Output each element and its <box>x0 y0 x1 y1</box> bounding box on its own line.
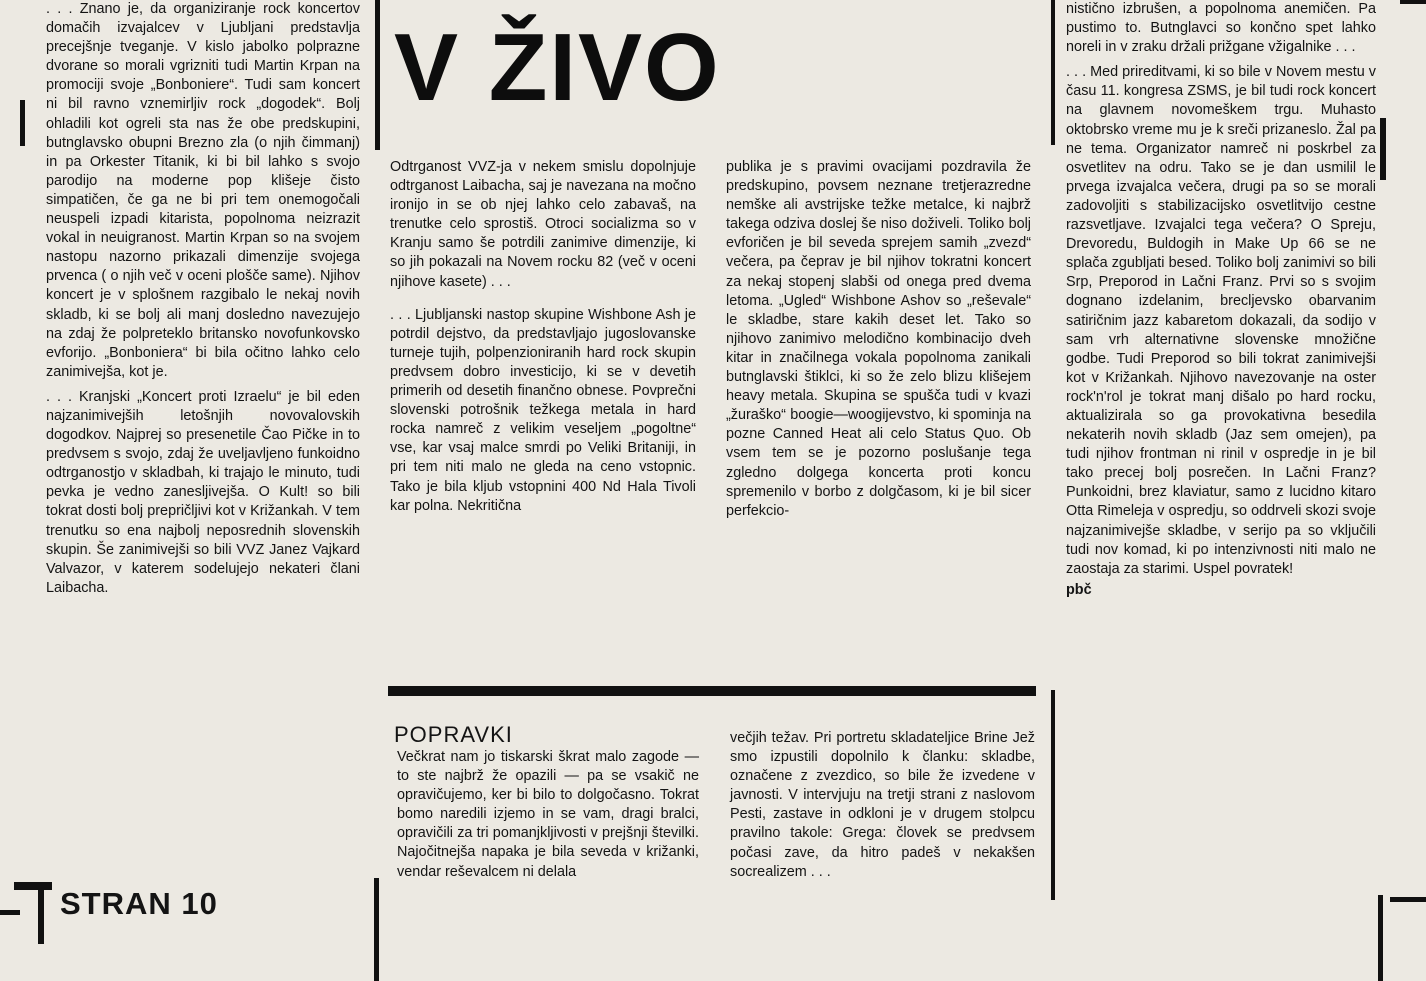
footer-bracket-side <box>38 882 44 944</box>
paragraph: nistično izbrušen, a popolnoma anemičen. Pa pustimo to. Butnglavci so končno spet lahko noreli in v zraku držali prižgane vžigalnike . . . <box>1066 1 1376 56</box>
paragraph: . . . Znano je, da organiziranje rock koncertov domačih izvajalcev v Ljubljani predstavlja precejšnje tveganje. V kislo jabolko polprazne dvorane so morali vgrizniti tudi Martin Krpan na promociji svoje „Bonboniere“. Tudi sam koncert ni bil ravno vznemirljiv rock „dogodek“. Bolj ohladili kot ogreli sta nas že obe predskupini, butnglavsko obupni Brezno zla (o njih čimmanj) in pa Orkester Titanik, ki bi bil lahko s svojo parodijo na moderne pop klišeje čisto simpatičen, če ga ne bi pri tem onemogočali neuspeli izpadi kitarista, popolnoma neizrazit vokal in neuigranost. Martin Krpan so na svojem nastopu nazorno prikazali dimenzije svojega prvenca ( o njih več v oceni plošče same). Njihov koncert je v splošnem razgibalo le nekaj novih skladb, ki se bolj ali manj dosledno navezujejo na zdaj že polpreteklo britansko novofunkovsko evforijo. „Bonboniera“ bi bila očitno lahko celo zanimivejša, kot je. <box>46 1 360 380</box>
right-edge-stub-top <box>1400 0 1426 4</box>
vertical-rule-right <box>1051 0 1055 145</box>
vertical-rule-left <box>375 0 380 150</box>
author-signature: pbč <box>1066 581 1092 598</box>
headline: V ŽIVO <box>394 14 721 121</box>
popravki-heading: POPRAVKI <box>394 722 513 747</box>
paragraph: . . . Ljubljanski nastop skupine Wishbone Ash je potrdil dejstvo, da predstavljajo jugoslovanske turneje tujih, polpenzioniranih hard rock skupin predvsem dobro investicijo, ki se v devetih primerih od desetih finančno obnese. Povprečni slovenski potrošnik težkega metala in hard rocka namreč z velikim veseljem „pogoltne“ vse, kar vsaj malce smrdi po Veliki Britaniji, in pri tem niti malo ne gleda na ceno vstopnic. Tako je bila kljub vstopnini 400 Nd Hala Tivoli kar polna. Nekritična <box>390 306 696 514</box>
article-column-4 <box>1066 0 1376 602</box>
horizontal-rule-main <box>388 686 1036 696</box>
margin-mark-right-bottom <box>1378 895 1383 981</box>
vertical-rule-popravki-right <box>1051 690 1055 900</box>
footer-bracket-stub <box>0 910 20 915</box>
article-column-1 <box>46 0 360 600</box>
paragraph: . . . Kranjski „Koncert proti Izraelu“ je bil eden najzanimivejših letošnjih novovalovskih dogodkov. Najprej so presenetile Čao Pičke in to predvsem s svojo, zdaj že uveljavljeno funkoidno odtrganostjo v skladbah, ki trajajo le minuto, tudi pevka je vedno zanesljivejša. O Kult! so bili tokrat dosti bolj prepričljivi kot v Križankah. V tem trenutku so ena najbolj neposrednih slovenskih skupin. Še zanimivejši so bili VVZ Janez Vajkard Valvazor, v katerem sodelujejo nekateri člani Laibacha. <box>46 388 360 596</box>
popravki-text-left <box>397 748 699 884</box>
paragraph: publika je s pravimi ovacijami pozdravila že predskupino, povsem neznane tretjerazredne nemške ali avstrijske težke metalce, ki najbrž takega odziva doslej še niso doživeli. Toliko bolj evforičen je bil seveda sprejem samih „zvezd“ večera, pa čeprav je bil njihov tokratni koncert za nekaj stopenj slabši od onega pred dvema letoma. „Ugled“ Wishbone Ashov so „reševale“ le skladbe, stare kakih deset let. Tako so njihovo zanimivo melodično kombinacijo dveh kitar in značilnega vokala popolnoma zanikali butnglavski štiklci, ki so že zelo blizu klišejem heavy metala. Skupina se spušča tudi v kvazi „žuraško“ boogie—woogijevstvo, ki spominja na pozne Canned Heat ali celo Status Quo. Ob vsem tem se je pozorno poslušanje tega zgledno dolgega koncerta proti koncu spremenilo v borbo z dolgčasom, ki je bil sicer perfekcio- <box>726 159 1031 519</box>
article-column-2 <box>390 158 696 518</box>
vertical-rule-popravki <box>374 878 379 981</box>
margin-mark-left <box>20 100 25 146</box>
margin-mark-right <box>1380 118 1386 180</box>
popravki-text-right <box>730 729 1035 884</box>
footer-bracket-top <box>14 882 52 890</box>
paragraph: Večkrat nam jo tiskarski škrat malo zagode — to ste najbrž že opazili — pa se vsakič ne opravičujemo, ker bi bilo to dolgočasno. Tokrat bomo naredili izjemo in se vam, dragi bralci, opravičili za tri pomanjkljivosti v prejšnji številki. Najočitnejša napaka je bila seveda v križanki, vendar reševalcem ni delala <box>397 749 699 880</box>
paragraph: večjih težav. Pri portretu skladateljice Brine Jež smo izpustili dopolnilo k članku: skladbe, označene z zvezdico, so bile že izvedene v javnosti. V intervjuju na tretji strani z naslovom Pesti, zastave in odkloni je v drugem stolpcu pravilno takole: Grega: človek se predvsem počasi zave, da hitro padeš v nekakšen socrealizem . . . <box>730 730 1035 880</box>
paragraph: Odtrganost VVZ-ja v nekem smislu dopolnjuje odtrganost Laibacha, saj je navezana na močno ironijo in se ob njej lahko celo zabavaš, na trenutke celo sprostiš. Otroci socializma so v Kranju samo še potrdili zanimive dimenzije, ki so jih pokazali na Novem rocku 82 (več v oceni njihove kasete) . . . <box>390 159 696 290</box>
paragraph: . . . Med prireditvami, ki so bile v Novem mestu v času 11. kongresa ZSMS, je bil tudi rock koncert na glavnem novomeškem trgu. Muhasto oktobrsko vreme mu je k sreči prizaneslo. Žal pa ne tema. Organizator namreč ni poskrbel za osvetlitev na odru. Tako se je dan usmilil le prvega izvajalca večera, drugi pa so se morali zadovoljiti s stabilizacijsko osvetlitvijo cestne razsvetljave. Izvajalci tega večera? O Spreju, Drevoredu, Buldogih in Make Up 66 se ne splača zgubljati besed. Toliko bolj zanimivi so bili Srp, Preporod in Lačni Franz. Prvi so s svojim dognano izdelanim, brecljevsko obarvanim satiričnim jazz kabaretom dokazali, da sodijo v sam vrh alternativne slovenske množične godbe. Tudi Preporod so bili tokrat zanimivejši kot v Križankah. Njihovo navezovanje na oster rock'n'rol je tokrat manj dišalo po hard rocku, aktualizirala so ga provokativna besedila nekaterih novih skladb (Jaz sem omejen), pa tudi njihov frontman ni rinil v ospredje in je bil tako precej bolj posrečen. In Lačni Franz? Punkoidni, brez klaviatur, samo z lucidno kitaro Otta Rimeleja v ospredju, so oddrveli skozi svoje najzanimivejše skladbe, v serijo pa so vključili tudi nov komad, ki po intenzivnosti niti malo ne zaostaja za starimi. Uspel povratek! <box>1066 64 1376 577</box>
article-column-3 <box>726 158 1031 523</box>
right-edge-stub-bottom <box>1390 897 1426 902</box>
page-number: STRAN 10 <box>60 886 218 921</box>
